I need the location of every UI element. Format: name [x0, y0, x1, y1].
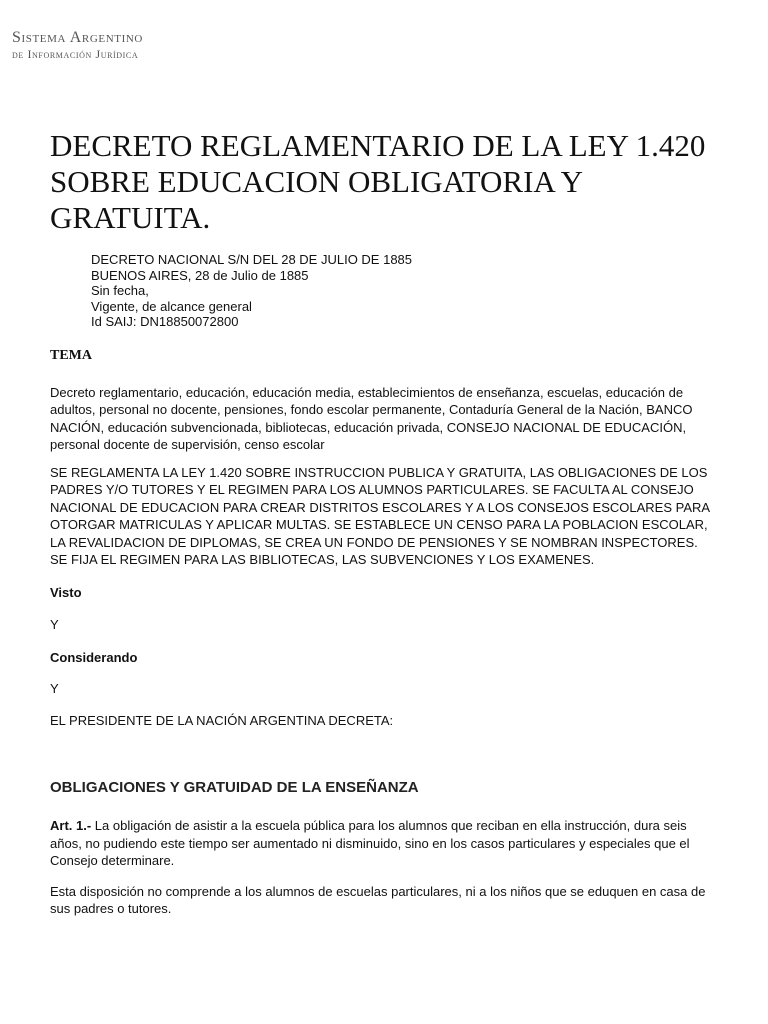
logo-line-1: Sistema Argentino — [12, 29, 143, 46]
saij-logo — [12, 28, 143, 62]
article-1-text: La obligación de asistir a la escuela pública para los alumnos que reciban en ella instrucción, dura seis años, no pudiendo este tiempo ser aumentado ni disminuido, sino en los casos particulares y especiales que el Consejo determinare. — [50, 818, 690, 868]
summary-paragraph: SE REGLAMENTA LA LEY 1.420 SOBRE INSTRUCCION PUBLICA Y GRATUITA, LAS OBLIGACIONES DE LOS PADRES Y/O TUTORES Y EL REGIMEN PARA LOS ALUMNOS PARTICULARES. SE FACULTA AL CONSEJO NACIONAL DE EDUCACION PARA CREAR DISTRITOS ESCOLARES Y A LOS CONSEJOS ESCOLARES PARA OTORGAR MATRICULAS Y APLICAR MULTAS. SE ESTABLECE UN CENSO PARA LA POBLACION ESCOLAR, LA REVALIDACION DE DIPLOMAS, SE CREA UN FONDO DE PENSIONES Y SE NOMBRAN INSPECTORES. SE FIJA EL REGIMEN PARA LAS BIBLIOTECAS, LAS SUBVENCIONES Y LOS EXAMENES. — [50, 464, 710, 567]
visto-text: Y — [50, 617, 59, 632]
article-1-paragraph-2: Esta disposición no comprende a los alumnos de escuelas particulares, ni a los niños que se eduquen en casa de sus padres o tutores. — [50, 883, 706, 916]
decreta-statement: EL PRESIDENTE DE LA NACIÓN ARGENTINA DECRETA: — [50, 712, 394, 728]
meta-decree-number: DECRETO NACIONAL S/N DEL 28 DE JULIO DE 1885 — [91, 252, 413, 267]
document-body — [50, 128, 710, 918]
document-metadata — [91, 252, 710, 330]
section-heading: OBLIGACIONES Y GRATUIDAD DE LA ENSEÑANZA — [50, 779, 419, 796]
considerando-text: Y — [50, 681, 59, 696]
keywords-paragraph: Decreto reglamentario, educación, educación media, establecimientos de enseñanza, escuelas, educación de adultos, personal no docente, pensiones, fondo escolar permanente, Contaduría General de la Nación, BANCO NACIÓN, educación subvencionada, bibliotecas, educación privada, CONSEJO NACIONAL DE EDUCACIÓN, personal docente de supervisión, censo escolar — [50, 384, 693, 452]
meta-place-date: BUENOS AIRES, 28 de Julio de 1885 — [91, 267, 309, 283]
logo-line-2: de Información Jurídica — [12, 47, 139, 62]
meta-saij-id: Id SAIJ: DN18850072800 — [91, 314, 239, 329]
document-title: DECRETO REGLAMENTARIO DE LA LEY 1.420 SOBRE EDUCACION OBLIGATORIA Y GRATUITA. — [50, 128, 706, 235]
considerando-heading: Considerando — [50, 649, 138, 665]
article-1 — [50, 817, 710, 870]
tema-heading: TEMA — [50, 347, 92, 363]
meta-status: Vigente, de alcance general — [91, 298, 252, 314]
visto-heading: Visto — [50, 584, 82, 600]
meta-publication: Sin fecha, — [91, 283, 149, 298]
article-1-label: Art. 1.- — [50, 818, 92, 833]
